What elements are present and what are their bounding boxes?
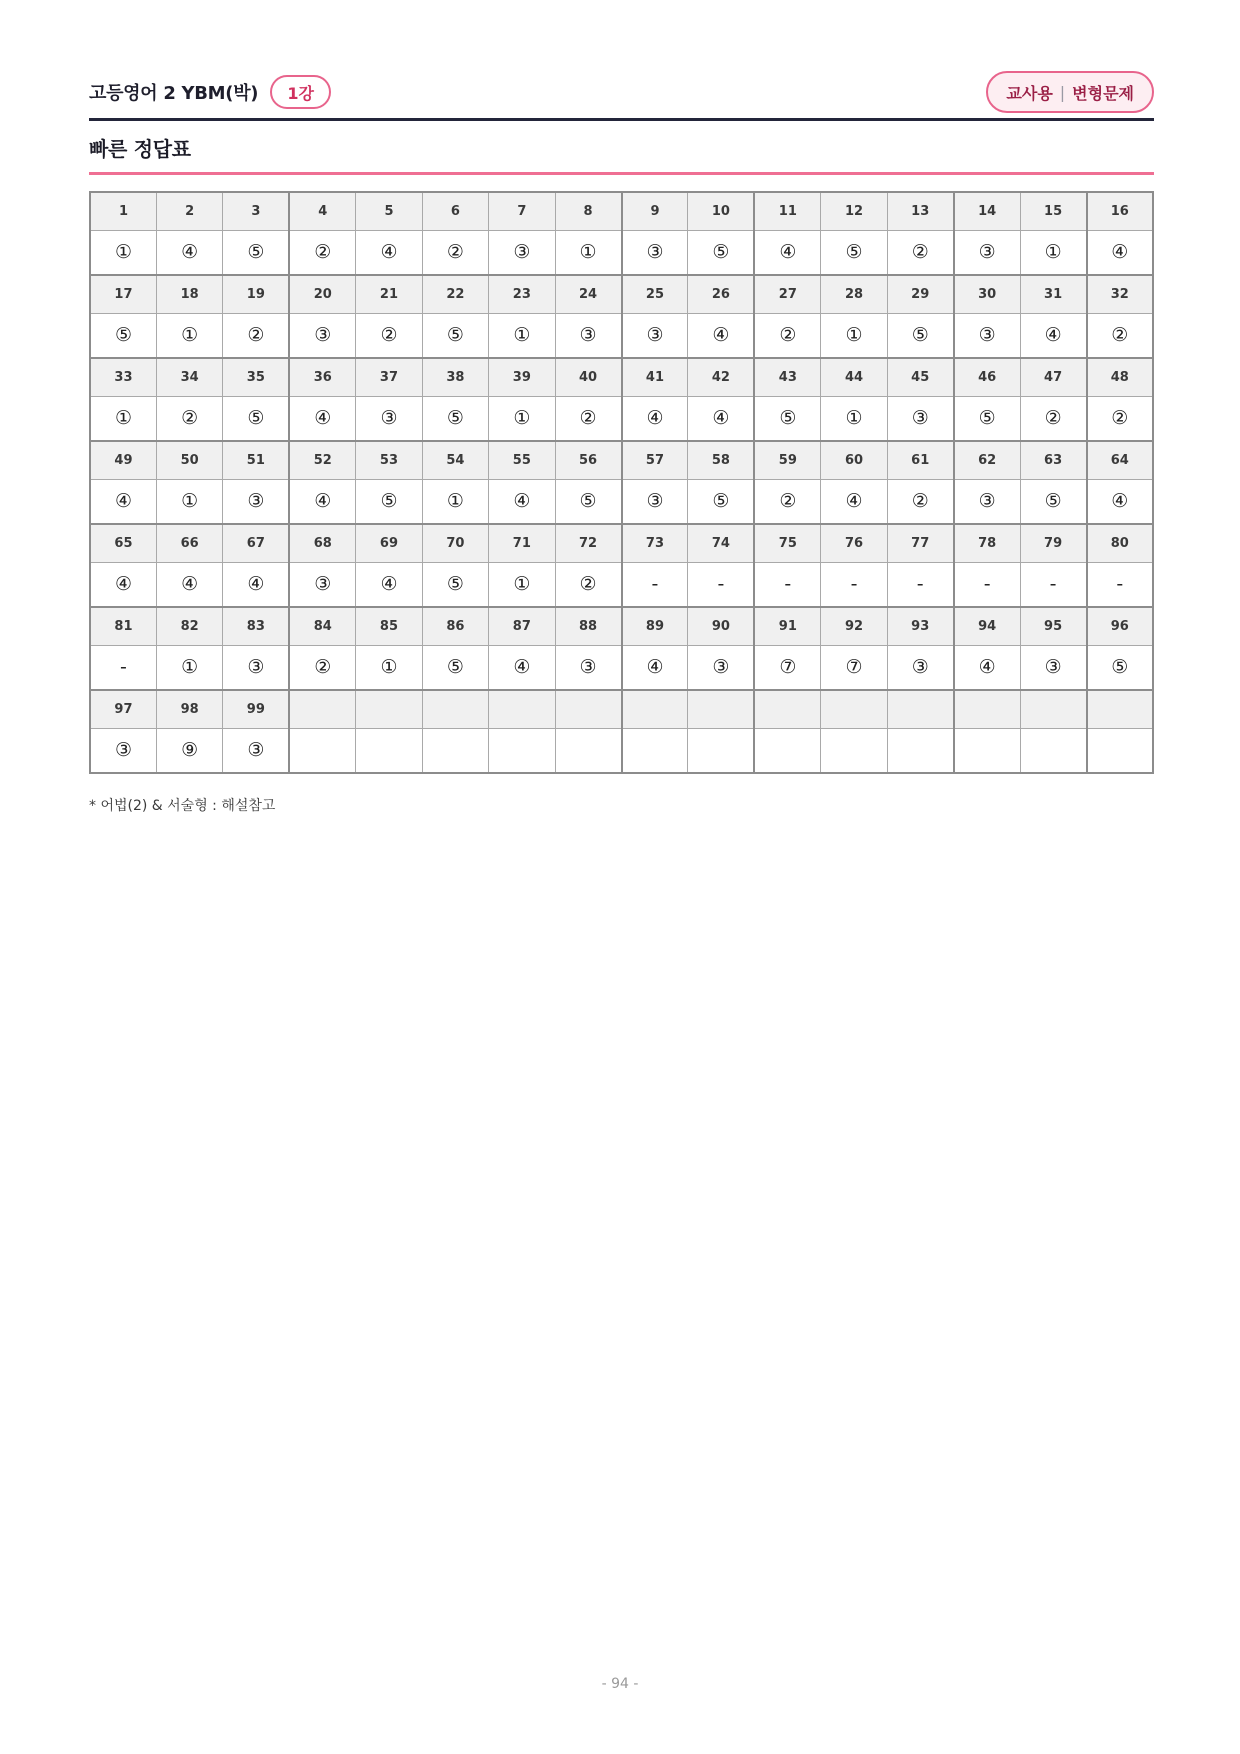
question-number-cell: 16 <box>1087 192 1153 230</box>
answer-cell: ② <box>356 313 422 358</box>
answer-cell: ③ <box>90 728 156 773</box>
question-number-cell: 35 <box>223 358 289 396</box>
question-number-cell: 12 <box>821 192 887 230</box>
answer-cell: ④ <box>821 479 887 524</box>
answer-cell: ③ <box>622 313 688 358</box>
answer-cell: ① <box>156 479 222 524</box>
question-number-cell: 52 <box>289 441 355 479</box>
answer-cell: ⑤ <box>954 396 1020 441</box>
answer-cell: ① <box>90 396 156 441</box>
question-number-cell: 5 <box>356 192 422 230</box>
question-number-cell: 40 <box>555 358 621 396</box>
question-number-cell: 28 <box>821 275 887 313</box>
question-number-cell <box>688 690 754 728</box>
question-number-cell: 83 <box>223 607 289 645</box>
question-number-cell: 76 <box>821 524 887 562</box>
question-number-cell: 92 <box>821 607 887 645</box>
question-number-cell: 54 <box>422 441 488 479</box>
answer-cell: ② <box>555 562 621 607</box>
question-number-cell: 34 <box>156 358 222 396</box>
question-number-cell: 80 <box>1087 524 1153 562</box>
question-number-cell: 46 <box>954 358 1020 396</box>
question-number-cell: 55 <box>489 441 555 479</box>
question-number-cell: 31 <box>1020 275 1086 313</box>
answer-cell: ④ <box>356 230 422 275</box>
answer-cell: ③ <box>356 396 422 441</box>
answer-cell: ⑦ <box>754 645 820 690</box>
answer-cell: ③ <box>289 313 355 358</box>
question-number-cell: 44 <box>821 358 887 396</box>
question-number-cell: 25 <box>622 275 688 313</box>
question-number-cell: 89 <box>622 607 688 645</box>
question-number-cell: 24 <box>555 275 621 313</box>
question-number-cell: 84 <box>289 607 355 645</box>
question-number-cell: 32 <box>1087 275 1153 313</box>
question-number-cell: 57 <box>622 441 688 479</box>
answer-cell: ⑤ <box>422 562 488 607</box>
question-number-cell: 2 <box>156 192 222 230</box>
answer-cell: ⑤ <box>688 479 754 524</box>
question-number-row <box>90 358 1153 396</box>
question-number-cell <box>356 690 422 728</box>
question-number-cell: 82 <box>156 607 222 645</box>
header-divider <box>89 118 1154 121</box>
question-number-cell: 33 <box>90 358 156 396</box>
question-number-cell: 69 <box>356 524 422 562</box>
answer-cell: ① <box>422 479 488 524</box>
answer-cell: ③ <box>622 479 688 524</box>
question-number-cell: 21 <box>356 275 422 313</box>
answer-cell <box>1087 728 1153 773</box>
question-number-cell: 43 <box>754 358 820 396</box>
question-number-cell: 53 <box>356 441 422 479</box>
edition-separator: | <box>1059 82 1066 102</box>
answer-cell: ③ <box>887 396 953 441</box>
question-number-cell: 36 <box>289 358 355 396</box>
question-number-cell: 96 <box>1087 607 1153 645</box>
answer-cell: ⑤ <box>422 313 488 358</box>
answer-cell: ⑤ <box>688 230 754 275</box>
question-number-cell: 58 <box>688 441 754 479</box>
answer-cell: - <box>954 562 1020 607</box>
answer-cell: ③ <box>223 645 289 690</box>
answer-cell: ④ <box>223 562 289 607</box>
question-number-cell: 71 <box>489 524 555 562</box>
question-number-cell: 39 <box>489 358 555 396</box>
answer-cell: ① <box>489 396 555 441</box>
answer-cell: ① <box>1020 230 1086 275</box>
question-number-cell: 9 <box>622 192 688 230</box>
question-number-cell <box>555 690 621 728</box>
question-number-cell: 8 <box>555 192 621 230</box>
answer-cell: ③ <box>622 230 688 275</box>
answer-cell: - <box>688 562 754 607</box>
answer-row <box>90 479 1153 524</box>
question-number-cell: 15 <box>1020 192 1086 230</box>
answer-cell: ④ <box>1020 313 1086 358</box>
answer-cell: - <box>821 562 887 607</box>
question-number-cell: 30 <box>954 275 1020 313</box>
question-number-cell: 38 <box>422 358 488 396</box>
answer-cell: ⑤ <box>356 479 422 524</box>
question-number-cell: 27 <box>754 275 820 313</box>
answer-cell: ③ <box>223 479 289 524</box>
answer-cell: ① <box>90 230 156 275</box>
answer-cell: ④ <box>156 230 222 275</box>
section-divider <box>89 172 1154 175</box>
question-number-cell: 70 <box>422 524 488 562</box>
question-number-cell: 42 <box>688 358 754 396</box>
answer-cell <box>821 728 887 773</box>
question-number-cell <box>1087 690 1153 728</box>
category-label: 변형문제 <box>1072 83 1134 103</box>
answer-cell: ⑤ <box>1087 645 1153 690</box>
answer-cell: ④ <box>90 479 156 524</box>
answer-cell: ② <box>422 230 488 275</box>
question-number-cell: 65 <box>90 524 156 562</box>
answer-cell <box>688 728 754 773</box>
answer-cell: ⑤ <box>754 396 820 441</box>
question-number-cell <box>289 690 355 728</box>
question-number-cell: 88 <box>555 607 621 645</box>
answer-cell: ① <box>555 230 621 275</box>
question-number-cell: 49 <box>90 441 156 479</box>
answer-cell: ⑦ <box>821 645 887 690</box>
question-number-cell: 73 <box>622 524 688 562</box>
answer-cell: ⑤ <box>223 396 289 441</box>
question-number-cell: 67 <box>223 524 289 562</box>
answer-cell: ⑤ <box>1020 479 1086 524</box>
question-number-cell: 93 <box>887 607 953 645</box>
answer-cell: ④ <box>622 396 688 441</box>
answer-cell: ② <box>223 313 289 358</box>
answer-cell: ② <box>1087 313 1153 358</box>
question-number-cell: 66 <box>156 524 222 562</box>
question-number-cell: 87 <box>489 607 555 645</box>
question-number-cell: 20 <box>289 275 355 313</box>
question-number-cell: 62 <box>954 441 1020 479</box>
answer-cell: ① <box>489 313 555 358</box>
answer-cell: ④ <box>622 645 688 690</box>
answer-cell: - <box>1020 562 1086 607</box>
question-number-cell: 99 <box>223 690 289 728</box>
question-number-cell: 86 <box>422 607 488 645</box>
answer-table-body <box>90 192 1153 773</box>
question-number-cell: 23 <box>489 275 555 313</box>
answer-cell: ④ <box>954 645 1020 690</box>
answer-row <box>90 313 1153 358</box>
answer-cell: ⑤ <box>821 230 887 275</box>
question-number-cell <box>887 690 953 728</box>
question-number-cell: 64 <box>1087 441 1153 479</box>
answer-cell: ④ <box>289 479 355 524</box>
answer-cell <box>887 728 953 773</box>
footnote: * 어법(2) & 서술형 : 해설참고 <box>89 798 276 814</box>
question-number-cell: 45 <box>887 358 953 396</box>
question-number-cell: 13 <box>887 192 953 230</box>
page-number: - 94 - <box>601 1676 639 1692</box>
question-number-row <box>90 192 1153 230</box>
question-number-cell: 14 <box>954 192 1020 230</box>
question-number-row <box>90 275 1153 313</box>
answer-cell <box>555 728 621 773</box>
question-number-cell: 37 <box>356 358 422 396</box>
question-number-cell: 98 <box>156 690 222 728</box>
answer-cell: ③ <box>1020 645 1086 690</box>
question-number-cell: 3 <box>223 192 289 230</box>
question-number-cell: 75 <box>754 524 820 562</box>
answer-cell: - <box>622 562 688 607</box>
answer-cell: ⑤ <box>887 313 953 358</box>
answer-cell: ② <box>754 479 820 524</box>
answer-cell <box>954 728 1020 773</box>
answer-cell: ③ <box>887 645 953 690</box>
answer-cell <box>489 728 555 773</box>
question-number-cell: 81 <box>90 607 156 645</box>
question-number-cell: 6 <box>422 192 488 230</box>
answer-cell: ③ <box>954 230 1020 275</box>
question-number-cell: 19 <box>223 275 289 313</box>
question-number-cell: 29 <box>887 275 953 313</box>
question-number-cell: 17 <box>90 275 156 313</box>
answer-cell: ② <box>1020 396 1086 441</box>
answer-cell: ④ <box>489 479 555 524</box>
question-number-cell: 48 <box>1087 358 1153 396</box>
question-number-cell: 78 <box>954 524 1020 562</box>
answer-row <box>90 562 1153 607</box>
question-number-cell: 77 <box>887 524 953 562</box>
answer-cell: ① <box>156 645 222 690</box>
question-number-cell: 56 <box>555 441 621 479</box>
question-number-cell: 51 <box>223 441 289 479</box>
answer-cell <box>422 728 488 773</box>
answer-cell: ⑤ <box>555 479 621 524</box>
answer-cell: ⑨ <box>156 728 222 773</box>
answer-cell: ② <box>754 313 820 358</box>
question-number-cell: 94 <box>954 607 1020 645</box>
answer-cell: ① <box>821 313 887 358</box>
page-header <box>89 71 1154 113</box>
document-title: 고등영어 2 YBM(박) <box>89 83 259 104</box>
question-number-cell <box>754 690 820 728</box>
question-number-cell: 1 <box>90 192 156 230</box>
answer-cell: ④ <box>289 396 355 441</box>
answer-cell: ② <box>289 645 355 690</box>
question-number-cell <box>821 690 887 728</box>
answer-row <box>90 230 1153 275</box>
answer-cell: ② <box>289 230 355 275</box>
answer-cell: ④ <box>754 230 820 275</box>
answer-cell: ④ <box>156 562 222 607</box>
answer-cell: ① <box>356 645 422 690</box>
question-number-row <box>90 607 1153 645</box>
question-number-cell <box>954 690 1020 728</box>
answer-cell: ② <box>555 396 621 441</box>
question-number-cell: 18 <box>156 275 222 313</box>
answer-cell: ⑤ <box>422 645 488 690</box>
question-number-cell: 68 <box>289 524 355 562</box>
answer-cell: ③ <box>954 313 1020 358</box>
answer-cell: ⑤ <box>223 230 289 275</box>
answer-cell: ① <box>489 562 555 607</box>
question-number-cell: 63 <box>1020 441 1086 479</box>
answer-row <box>90 728 1153 773</box>
question-number-cell: 97 <box>90 690 156 728</box>
answer-cell: ③ <box>688 645 754 690</box>
answer-row <box>90 645 1153 690</box>
edition-badge <box>986 71 1154 113</box>
question-number-row <box>90 524 1153 562</box>
question-number-row <box>90 690 1153 728</box>
edition-label: 교사용 <box>1006 83 1053 103</box>
answer-cell: ④ <box>1087 479 1153 524</box>
question-number-cell: 74 <box>688 524 754 562</box>
question-number-cell: 7 <box>489 192 555 230</box>
answer-cell <box>1020 728 1086 773</box>
answer-cell: - <box>90 645 156 690</box>
question-number-cell <box>622 690 688 728</box>
question-number-cell: 85 <box>356 607 422 645</box>
question-number-cell: 47 <box>1020 358 1086 396</box>
question-number-cell: 90 <box>688 607 754 645</box>
question-number-cell: 60 <box>821 441 887 479</box>
answer-cell: ④ <box>1087 230 1153 275</box>
question-number-cell: 91 <box>754 607 820 645</box>
answer-cell: ⑤ <box>90 313 156 358</box>
question-number-cell: 59 <box>754 441 820 479</box>
question-number-cell: 95 <box>1020 607 1086 645</box>
answer-cell: ③ <box>223 728 289 773</box>
answer-cell: ③ <box>489 230 555 275</box>
answer-row <box>90 396 1153 441</box>
answer-cell: ② <box>887 230 953 275</box>
question-number-cell: 10 <box>688 192 754 230</box>
answer-cell: ③ <box>555 313 621 358</box>
answer-cell: ⑤ <box>422 396 488 441</box>
answer-cell: ④ <box>688 313 754 358</box>
question-number-cell <box>1020 690 1086 728</box>
answer-cell: ③ <box>555 645 621 690</box>
answer-cell <box>289 728 355 773</box>
question-number-cell <box>489 690 555 728</box>
answer-cell: ② <box>156 396 222 441</box>
question-number-cell: 61 <box>887 441 953 479</box>
question-number-cell <box>422 690 488 728</box>
question-number-cell: 50 <box>156 441 222 479</box>
question-number-cell: 11 <box>754 192 820 230</box>
answer-cell: ③ <box>289 562 355 607</box>
answer-cell: ① <box>821 396 887 441</box>
answer-cell: ① <box>156 313 222 358</box>
answer-cell: ④ <box>688 396 754 441</box>
answer-cell <box>754 728 820 773</box>
question-number-cell: 41 <box>622 358 688 396</box>
answer-cell <box>622 728 688 773</box>
question-number-row <box>90 441 1153 479</box>
answer-cell <box>356 728 422 773</box>
answer-cell: - <box>887 562 953 607</box>
question-number-cell: 26 <box>688 275 754 313</box>
answer-table <box>89 191 1154 774</box>
answer-cell: ④ <box>489 645 555 690</box>
question-number-cell: 4 <box>289 192 355 230</box>
section-title: 빠른 정답표 <box>89 137 191 161</box>
lesson-badge: 1강 <box>270 75 331 109</box>
answer-cell: ③ <box>954 479 1020 524</box>
answer-cell: ② <box>887 479 953 524</box>
answer-cell: ② <box>1087 396 1153 441</box>
question-number-cell: 79 <box>1020 524 1086 562</box>
question-number-cell: 72 <box>555 524 621 562</box>
answer-cell: - <box>1087 562 1153 607</box>
answer-cell: ④ <box>356 562 422 607</box>
question-number-cell: 22 <box>422 275 488 313</box>
header-left <box>89 71 331 113</box>
answer-cell: ④ <box>90 562 156 607</box>
answer-cell: - <box>754 562 820 607</box>
